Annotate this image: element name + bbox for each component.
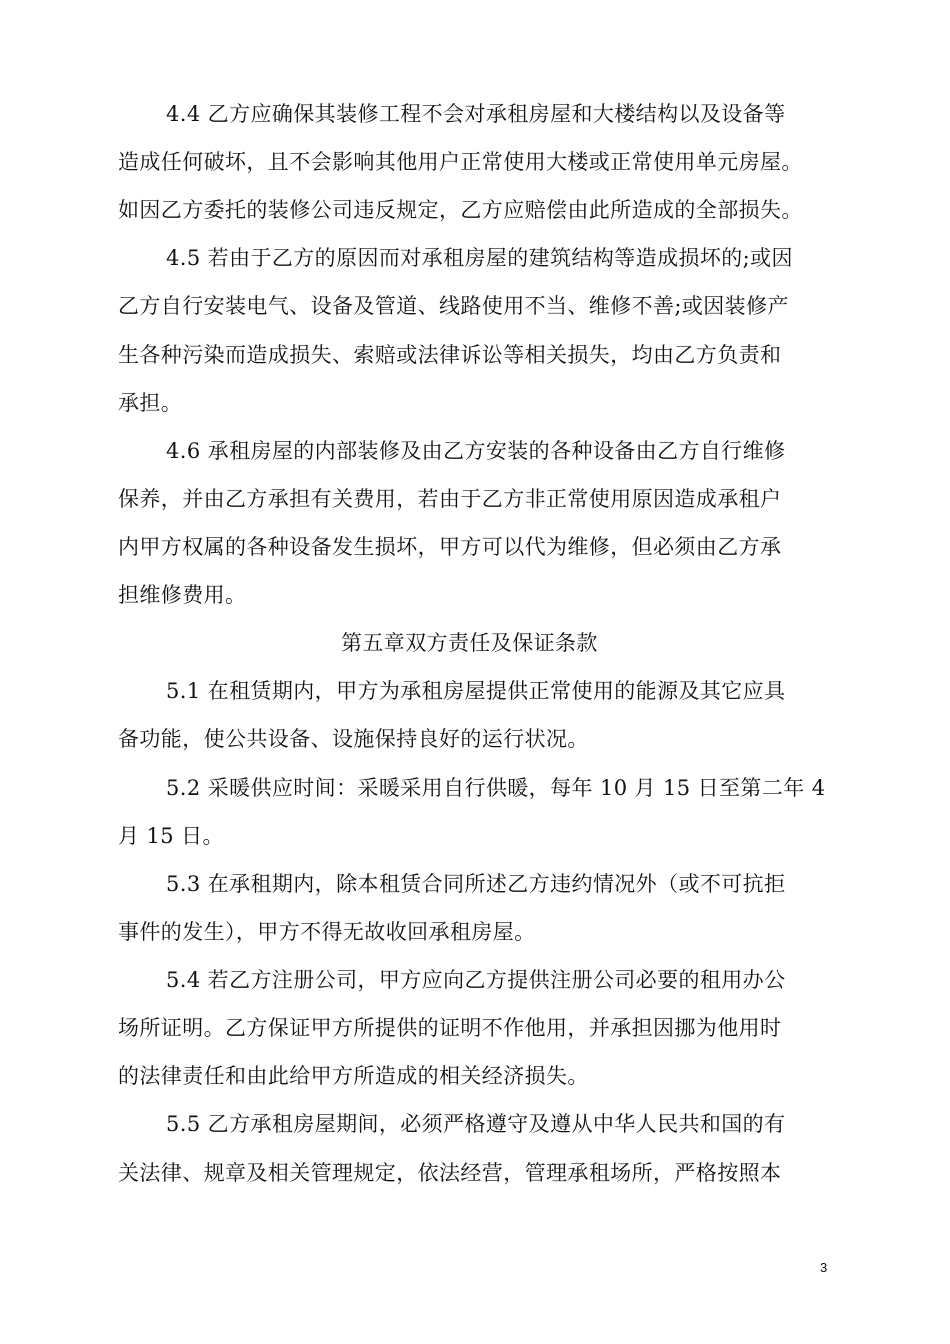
clause-5-4-line-2: 场所证明。乙方保证甲方所提供的证明不作他用，并承担因挪为他用时 — [118, 1016, 782, 1040]
chapter-heading: 第五章双方责任及保证条款 — [341, 631, 598, 655]
clause-5-4-line-3: 的法律责任和由此给甲方所造成的相关经济损失。 — [118, 1064, 589, 1088]
clause-4-6-line-3: 内甲方权属的各种设备发生损坏，甲方可以代为维修，但必须由乙方承 — [118, 535, 782, 559]
clause-5-2-line-2: 月 15 日。 — [118, 824, 224, 848]
clause-5-5-line-1: 5.5 乙方承租房屋期间，必须严格遵守及遵从中华人民共和国的有 — [166, 1112, 786, 1136]
clause-4-6-line-2: 保养，并由乙方承担有关费用，若由于乙方非正常使用原因造成承租户 — [118, 487, 782, 511]
clause-4-5-line-1: 4.5 若由于乙方的原因而对承租房屋的建筑结构等造成损坏的;或因 — [166, 246, 793, 270]
clause-4-4-line-3: 如因乙方委托的装修公司违反规定，乙方应赔偿由此所造成的全部损失。 — [118, 198, 803, 222]
clause-4-5-line-4: 承担。 — [118, 391, 183, 415]
page-number: 3 — [820, 1260, 828, 1275]
clause-5-1-line-2: 备功能，使公共设备、设施保持良好的运行状况。 — [118, 727, 589, 751]
clause-5-3-line-1: 5.3 在承租期内，除本租赁合同所述乙方违约情况外（或不可抗拒 — [166, 872, 786, 896]
clause-4-6-line-4: 担维修费用。 — [118, 583, 247, 607]
clause-5-1-line-1: 5.1 在租赁期内，甲方为承租房屋提供正常使用的能源及其它应具 — [166, 679, 786, 703]
clause-5-5-line-2: 关法律、规章及相关管理规定，依法经营，管理承租场所，严格按照本 — [118, 1161, 782, 1185]
clause-4-6-line-1: 4.6 承租房屋的内部装修及由乙方安装的各种设备由乙方自行维修 — [166, 439, 786, 463]
clause-5-3-line-2: 事件的发生），甲方不得无故收回承租房屋。 — [118, 920, 536, 944]
clause-4-4-line-1: 4.4 乙方应确保其装修工程不会对承租房屋和大楼结构以及设备等 — [166, 102, 786, 126]
clause-5-2-line-1: 5.2 采暖供应时间：采暖采用自行供暖，每年 10 月 15 日至第二年 4 — [166, 776, 826, 800]
clause-4-5-line-2: 乙方自行安装电气、设备及管道、线路使用不当、维修不善;或因装修产 — [118, 294, 789, 318]
clause-5-4-line-1: 5.4 若乙方注册公司，甲方应向乙方提供注册公司必要的租用办公 — [166, 968, 786, 992]
clause-4-5-line-3: 生各种污染而造成损失、索赔或法律诉讼等相关损失，均由乙方负责和 — [118, 343, 782, 367]
clause-4-4-line-2: 造成任何破坏，且不会影响其他用户正常使用大楼或正常使用单元房屋。 — [118, 150, 803, 174]
